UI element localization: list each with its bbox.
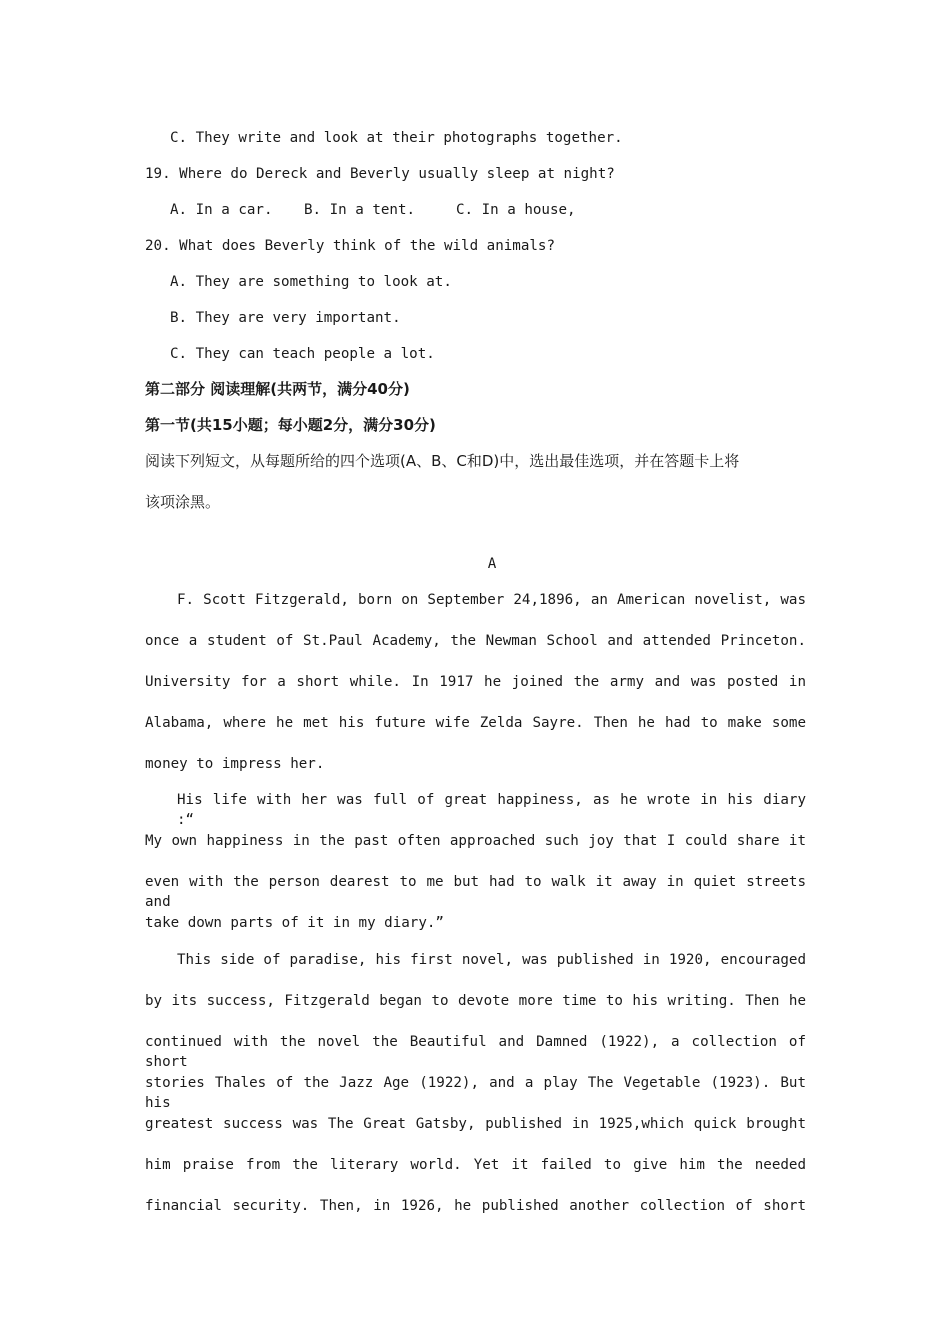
passage-line: F. Scott Fitzgerald, born on September 24,1896, an American novelist, was bbox=[177, 592, 806, 608]
q19-question: 19. Where do Dereck and Beverly usually sleep at night? bbox=[145, 166, 615, 182]
q20-option-c: C. They can teach people a lot. bbox=[170, 346, 435, 362]
passage-line: greatest success was The Great Gatsby, published in 1925,which quick brought bbox=[145, 1116, 806, 1132]
q19-option-b: B. In a tent. bbox=[304, 202, 416, 218]
instruction-line-1: 阅读下列短文，从每题所给的四个选项(A、B、C和D)中，选出最佳选项，并在答题卡上将 bbox=[145, 452, 740, 470]
passage-line: even with the person dearest to me but had to walk it away in quiet streets and bbox=[145, 874, 806, 910]
q19-option-a: A. In a car. bbox=[170, 202, 273, 218]
q20-option-b: B. They are very important. bbox=[170, 310, 401, 326]
sub-title: 第一节(共15小题；每小题2分，满分30分) bbox=[145, 416, 436, 434]
q18-option-c: C. They write and look at their photographs together. bbox=[170, 130, 623, 146]
q20-question: 20. What does Beverly think of the wild animals? bbox=[145, 238, 555, 254]
q19-option-c: C. In a house, bbox=[456, 202, 576, 218]
passage-line: University for a short while. In 1917 he joined the army and was posted in bbox=[145, 674, 806, 690]
part-title: 第二部分 阅读理解(共两节，满分40分) bbox=[145, 380, 410, 398]
passage-line: money to impress her. bbox=[145, 756, 325, 772]
q20-option-a: A. They are something to look at. bbox=[170, 274, 452, 290]
passage-line: continued with the novel the Beautiful and Damned (1922), a collection of short bbox=[145, 1034, 806, 1070]
passage-line: Alabama, where he met his future wife Zelda Sayre. Then he had to make some bbox=[145, 715, 806, 731]
q19-options bbox=[170, 200, 831, 220]
passage-line: once a student of St.Paul Academy, the Newman School and attended Princeton. bbox=[145, 633, 806, 649]
passage-line: My own happiness in the past often approached such joy that I could share it bbox=[145, 833, 806, 849]
passage-label: A bbox=[487, 556, 497, 572]
passage-line: stories Thales of the Jazz Age (1922), and a play The Vegetable (1923). But his bbox=[145, 1075, 806, 1111]
passage-line: financial security. Then, in 1926, he published another collection of short bbox=[145, 1198, 806, 1214]
passage-line: by its success, Fitzgerald began to devote more time to his writing. Then he bbox=[145, 993, 806, 1009]
passage-line: His life with her was full of great happiness, as he wrote in his diary :“ bbox=[177, 792, 806, 828]
passage-line: take down parts of it in my diary.” bbox=[145, 915, 444, 931]
instruction-line-2: 该项涂黑。 bbox=[145, 493, 221, 511]
passage-line: him praise from the literary world. Yet it failed to give him the needed bbox=[145, 1157, 806, 1173]
passage-line: This side of paradise, his first novel, was published in 1920, encouraged bbox=[177, 952, 806, 968]
